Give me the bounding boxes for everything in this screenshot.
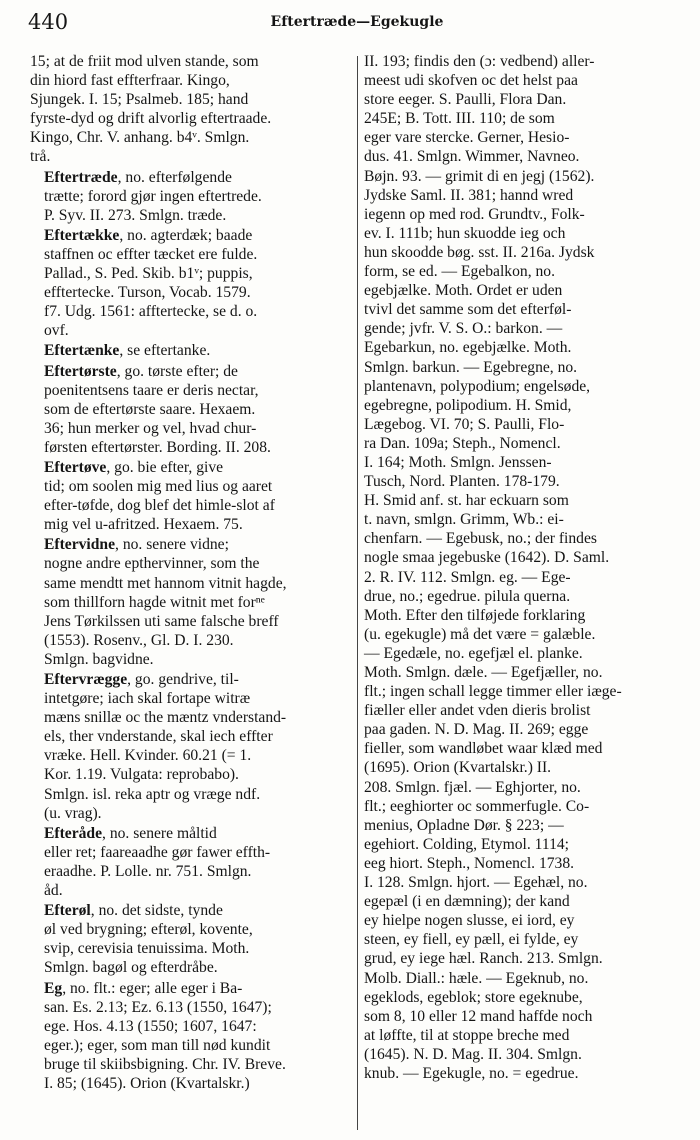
line-text: 2. R. IV. 112. Smlgn. eg. — Ege- (364, 568, 571, 586)
text-line (364, 358, 686, 377)
text-line (364, 625, 686, 644)
line-text: 36; hun merker og vel, hvad chur- (44, 419, 257, 437)
text-line (364, 491, 686, 510)
text-line (364, 969, 686, 988)
right-column (364, 52, 686, 1083)
text-line (30, 939, 352, 958)
text-line (30, 958, 352, 977)
line-text: paa gaden. N. D. Mag. II. 269; egge (364, 721, 589, 739)
text-line (364, 147, 686, 166)
text-line (30, 727, 352, 746)
text-line (30, 168, 352, 187)
line-text: meest udi skofven oc det helst paa (364, 72, 578, 90)
line-text: egehiort. Colding, Etymol. 1114; (364, 835, 570, 853)
line-text: steen, ey fiell, ey pæll, ei fylde, ey (364, 931, 579, 949)
entry-continuation (364, 52, 686, 1083)
line-text: ev. I. 111b; hun skuodde ieg och (364, 224, 566, 242)
text-line (30, 708, 352, 727)
page-header (28, 6, 686, 40)
text-line (364, 720, 686, 739)
line-text: Smlgn. bagøl og efterdråbe. (44, 959, 218, 977)
line-text: 15; at de friit mod ulven stande, som (30, 53, 259, 70)
headword: Eftervidne (44, 536, 116, 554)
line-text: ege. Hos. 4.13 (1550; 1607, 1647: (44, 1017, 257, 1035)
line-text: same mendtt met hannom vitnit hagde, (44, 574, 287, 592)
page-number: 440 (28, 10, 69, 34)
line-text: fieller, som wandløbet waar klæd med (364, 740, 603, 758)
text-line (30, 901, 352, 920)
line-text: eraadhe. P. Lolle. nr. 751. Smlgn. (44, 862, 252, 880)
text-line (30, 52, 352, 71)
line-text: åd. (44, 882, 63, 900)
text-line (30, 245, 352, 264)
headword: Efterøl (44, 902, 91, 920)
text-line (364, 988, 686, 1007)
text-line (364, 854, 686, 873)
text-line (30, 593, 352, 612)
line-text: eger.); eger, som man till nød kundit (44, 1036, 271, 1054)
text-line (30, 998, 352, 1017)
text-line (364, 835, 686, 854)
line-text: egebregne, polipodium. H. Smid, (364, 396, 572, 414)
text-line (30, 824, 352, 843)
text-line (30, 1055, 352, 1074)
line-text: trætte; forord gjør ingen eftertrede. (44, 187, 262, 205)
text-line (364, 1007, 686, 1026)
line-text: førsten eftertørster. Bording. II. 208. (44, 438, 271, 456)
text-line (30, 515, 352, 534)
line-text: din hiord fast effterfraar. Kingo, (30, 72, 230, 90)
line-text: , no. det sidste, tynde (90, 902, 223, 920)
text-line (30, 785, 352, 804)
line-text: san. Es. 2.13; Ez. 6.13 (1550, 1647); (44, 998, 272, 1016)
line-text: nogne andre epthervinner, som the (44, 555, 260, 573)
line-text: eller ret; faareaadhe gør fawer effth- (44, 843, 271, 861)
dictionary-entry (30, 226, 352, 341)
text-line (364, 186, 686, 205)
dictionary-entry (30, 979, 352, 1094)
line-text: Kingo, Chr. V. anhang. b4ᵛ. Smlgn. (30, 129, 250, 147)
line-text: Smlgn. isl. reka aptr og vræge ndf. (44, 785, 261, 803)
line-text: fiæller eller andet vden dieris brolist (364, 702, 591, 720)
text-line (30, 147, 352, 166)
text-line (364, 415, 686, 434)
text-line (364, 930, 686, 949)
text-line (364, 739, 686, 758)
text-line (30, 187, 352, 206)
line-text: Moth. Smlgn. dæle. — Egefjæller, no. (364, 664, 603, 681)
line-text: f7. Udg. 1561: afftertecke, se d. o. (44, 303, 258, 321)
text-line (364, 205, 686, 224)
text-line (30, 206, 352, 225)
line-text: plantenavn, polypodium; engelsøde, (364, 377, 591, 395)
text-line (364, 1064, 686, 1083)
text-line (364, 281, 686, 300)
text-line (30, 881, 352, 900)
text-line (30, 341, 352, 360)
dictionary-entry (30, 670, 352, 823)
line-text: mig vel u-afritzed. Hexaem. 75. (44, 516, 243, 534)
line-text: som 8, 10 eller 12 mand haffde noch (364, 1007, 593, 1025)
line-text: Jens Tørkilssen uti same falsche breff (44, 612, 279, 630)
text-line (364, 319, 686, 338)
text-line (30, 765, 352, 784)
line-text: 208. Smlgn. fjæl. — Eghjorter, no. (364, 778, 581, 796)
text-line (30, 283, 352, 302)
line-text: — Egedæle, no. egefjæl el. planke. (364, 644, 583, 662)
line-text: Lægebog. VI. 70; S. Paulli, Flo- (364, 415, 565, 433)
line-text: (u. egekugle) må det være = galæble. (364, 625, 596, 643)
text-line (30, 554, 352, 573)
text-line (364, 797, 686, 816)
line-text: ovf. (44, 322, 69, 340)
line-text: t. navn, smlgn. Grimm, Wb.: ei- (364, 511, 564, 529)
line-text: intetgøre; iach skal fortape witræ (44, 690, 251, 708)
line-text: Egebarkun, no. egebjælke. Moth. (364, 339, 572, 357)
text-line (30, 650, 352, 669)
text-line (364, 606, 686, 625)
text-line (364, 568, 686, 587)
line-text: egebjælke. Moth. Ordet er uden (364, 282, 563, 300)
dictionary-entry (30, 901, 352, 977)
text-line (364, 71, 686, 90)
line-text: drue, no.; egedrue. pilula querna. (364, 587, 571, 605)
column-divider (357, 56, 358, 1130)
entry-continuation (30, 52, 352, 167)
text-line (364, 911, 686, 930)
text-line (30, 920, 352, 939)
line-text: Smlgn. barkun. — Egebregne, no. (364, 358, 578, 376)
text-line (30, 689, 352, 708)
line-text: at løffte, til at stoppe breche med (364, 1026, 570, 1044)
line-text: form, se ed. — Egebalkon, no. (364, 263, 555, 281)
text-line (30, 574, 352, 593)
line-text: , no. agterdæk; baade (119, 226, 253, 244)
line-text: , no. flt.: eger; alle eger i Ba- (62, 979, 243, 997)
line-text: eger vare stercke. Gerner, Hesio- (364, 129, 570, 147)
line-text: menius, Opladne Dør. § 223; — (364, 816, 564, 834)
left-column (30, 52, 352, 1093)
line-text: , no. efterfølgende (117, 168, 232, 186)
dictionary-entry (30, 824, 352, 900)
line-text: (1695). Orion (Kvartalskr.) II. (364, 759, 552, 777)
line-text: Moth. Efter den tilføjede forklaring (364, 606, 586, 624)
dictionary-entry (30, 168, 352, 225)
text-line (364, 224, 686, 243)
text-line (364, 816, 686, 835)
text-line (364, 377, 686, 396)
line-text: , go. gendrive, til- (127, 671, 239, 688)
line-text: Bøjn. 93. — grimit di en jegj (1562). (364, 167, 595, 185)
line-text: ey hielpe nogen slusse, ei iord, ey (364, 912, 575, 930)
text-line (30, 746, 352, 765)
text-line (30, 90, 352, 109)
text-line (364, 510, 686, 529)
text-line (364, 90, 686, 109)
line-text: (1553). Rosenv., Gl. D. I. 230. (44, 631, 234, 649)
text-line (30, 862, 352, 881)
text-line (30, 226, 352, 245)
line-text: flt.; ingen schall legge timmer eller iæge- (364, 683, 622, 701)
text-line (364, 52, 686, 71)
line-text: hun skoodde bøg. sst. II. 216a. Jydsk (364, 243, 595, 261)
dictionary-entry (30, 535, 352, 669)
line-text: Smlgn. bagvidne. (44, 650, 154, 668)
text-line (364, 1026, 686, 1045)
line-text: I. 128. Smlgn. hjort. — Egehæl, no. (364, 874, 588, 892)
text-line (30, 419, 352, 438)
text-line (30, 128, 352, 147)
line-text: chenfarn. — Egebusk, no.; der findes (364, 530, 597, 548)
line-text: , no. senere måltid (102, 824, 217, 842)
line-text: els, ther vnderstande, skal iech effter (44, 728, 273, 746)
text-line (364, 892, 686, 911)
line-text: poenitentsens taare er deris nectar, (44, 381, 259, 399)
line-text: nogle smaa jegebuske (1642). D. Saml. (364, 549, 610, 567)
line-text: ra Dan. 109a; Steph., Nomencl. (364, 434, 561, 452)
text-line (364, 548, 686, 567)
line-text: Jydske Saml. II. 381; hannd wred (364, 186, 574, 204)
text-line (364, 587, 686, 606)
text-line (30, 477, 352, 496)
text-line (30, 1036, 352, 1055)
text-line (30, 979, 352, 998)
line-text: I. 164; Moth. Smlgn. Jenssen- (364, 453, 552, 471)
text-line (364, 453, 686, 472)
line-text: vræke. Hell. Kvinder. 60.21 (= 1. (44, 747, 252, 765)
line-text: flt.; eeghiorter oc sommerfugle. Co- (364, 797, 590, 815)
text-line (30, 71, 352, 90)
line-text: P. Syv. II. 273. Smlgn. træde. (44, 206, 227, 224)
text-line (364, 949, 686, 968)
text-line (364, 167, 686, 186)
text-line (30, 804, 352, 823)
text-line (364, 243, 686, 262)
line-text: , se eftertanke. (119, 342, 211, 360)
text-line (364, 758, 686, 777)
dictionary-entry (30, 458, 352, 534)
text-line (364, 529, 686, 548)
text-line (364, 644, 686, 663)
text-line (364, 109, 686, 128)
line-text: efftertecke. Turson, Vocab. 1579. (44, 284, 251, 302)
text-line (364, 663, 686, 682)
line-text: 245E; B. Tott. III. 110; de som (364, 110, 555, 128)
headword: Eftertække (44, 226, 120, 244)
line-text: Tusch, Nord. Planten. 178-179. (364, 473, 560, 491)
line-text: tvivl det samme som det efterføl- (364, 301, 572, 319)
text-line (30, 438, 352, 457)
line-text: , go. tørste efter; de (116, 362, 238, 380)
line-text: gende; jvfr. V. S. O.: barkon. — (364, 320, 563, 338)
text-line (30, 496, 352, 515)
text-line (364, 472, 686, 491)
line-text: egepæl (i en dæmning); der kand (364, 893, 570, 911)
text-line (30, 321, 352, 340)
text-line (30, 535, 352, 554)
text-line (364, 778, 686, 797)
text-line (364, 682, 686, 701)
text-line (30, 302, 352, 321)
line-text: eeg hiort. Steph., Nomencl. 1738. (364, 854, 575, 872)
text-line (364, 434, 686, 453)
line-text: I. 85; (1645). Orion (Kvartalskr.) (44, 1074, 250, 1092)
headword: Eftervrægge (44, 671, 128, 688)
text-line (364, 1045, 686, 1064)
line-text: H. Smid anf. st. har eckuarn som (364, 492, 569, 510)
line-text: (u. vrag). (44, 804, 102, 822)
line-text: Sjungek. I. 15; Psalmeb. 185; hand (30, 91, 249, 109)
headword: Eftertræde (44, 168, 118, 186)
line-text: som de eftertørste saare. Hexaem. (44, 400, 256, 418)
line-text: Molb. Diall.: hæle. — Egeknub, no. (364, 969, 589, 987)
headword: Eftertænke (44, 342, 120, 360)
text-line (364, 262, 686, 281)
text-line (30, 109, 352, 128)
text-line (364, 701, 686, 720)
text-line (30, 1074, 352, 1093)
text-line (364, 300, 686, 319)
line-text: fyrste-dyd og drift alvorlig eftertraade. (30, 110, 272, 128)
text-line (30, 362, 352, 381)
line-text: dus. 41. Smlgn. Wimmer, Navneo. (364, 148, 580, 166)
headword: Eftertørste (44, 362, 117, 380)
line-text: trå. (30, 148, 51, 166)
line-text: Kor. 1.19. Vulgata: reprobabo). (44, 766, 239, 784)
line-text: øl ved brygning; efterøl, kovente, (44, 921, 253, 939)
text-line (30, 381, 352, 400)
line-text: II. 193; findis den (ɔ: vedbend) aller- (364, 53, 595, 70)
line-text: grud, ey iege hæl. Ranch. 213. Smlgn. (364, 950, 603, 968)
line-text: tid; om soolen mig med lius og aaret (44, 478, 273, 496)
line-text: knub. — Egekugle, no. = egedrue. (364, 1064, 579, 1082)
text-line (30, 843, 352, 862)
line-text: (1645). N. D. Mag. II. 304. Smlgn. (364, 1045, 582, 1063)
text-line (30, 458, 352, 477)
line-text: som thillforn hagde witnit met forⁿᵉ (44, 593, 265, 611)
line-text: Pallad., S. Ped. Skib. b1ᵛ; puppis, (44, 265, 253, 283)
line-text: egeklods, egeblok; store egeknube, (364, 988, 583, 1006)
text-line (364, 128, 686, 147)
line-text: , no. senere vidne; (115, 536, 229, 554)
text-line (30, 1017, 352, 1036)
line-text: staffnen oc effter tæcket ere fulde. (44, 245, 258, 263)
line-text: , go. bie efter, give (106, 458, 224, 476)
text-line (30, 264, 352, 283)
dictionary-entry (30, 341, 352, 360)
text-line (30, 670, 352, 689)
dictionary-entry (30, 362, 352, 457)
text-line (30, 612, 352, 631)
line-text: svip, cerevisia tenuissima. Moth. (44, 940, 250, 958)
headword: Eftertøve (44, 458, 107, 476)
text-line (30, 631, 352, 650)
text-line (30, 400, 352, 419)
text-line (364, 396, 686, 415)
line-text: iegenn op med rod. Grundtv., Folk- (364, 205, 585, 223)
line-text: bruge til skiibsbigning. Chr. IV. Breve. (44, 1055, 286, 1073)
running-head: Eftertræde—Egekugle (270, 14, 444, 30)
line-text: mæns snillæ oc the mæntz vnderstand- (44, 709, 287, 727)
line-text: efter-tøfde, dog blef det himle-slot af (44, 497, 275, 515)
text-line (364, 338, 686, 357)
line-text: store eeger. S. Paulli, Flora Dan. (364, 91, 567, 109)
headword: Efteråde (44, 824, 103, 842)
headword: Eg (44, 979, 63, 997)
text-line (364, 873, 686, 892)
